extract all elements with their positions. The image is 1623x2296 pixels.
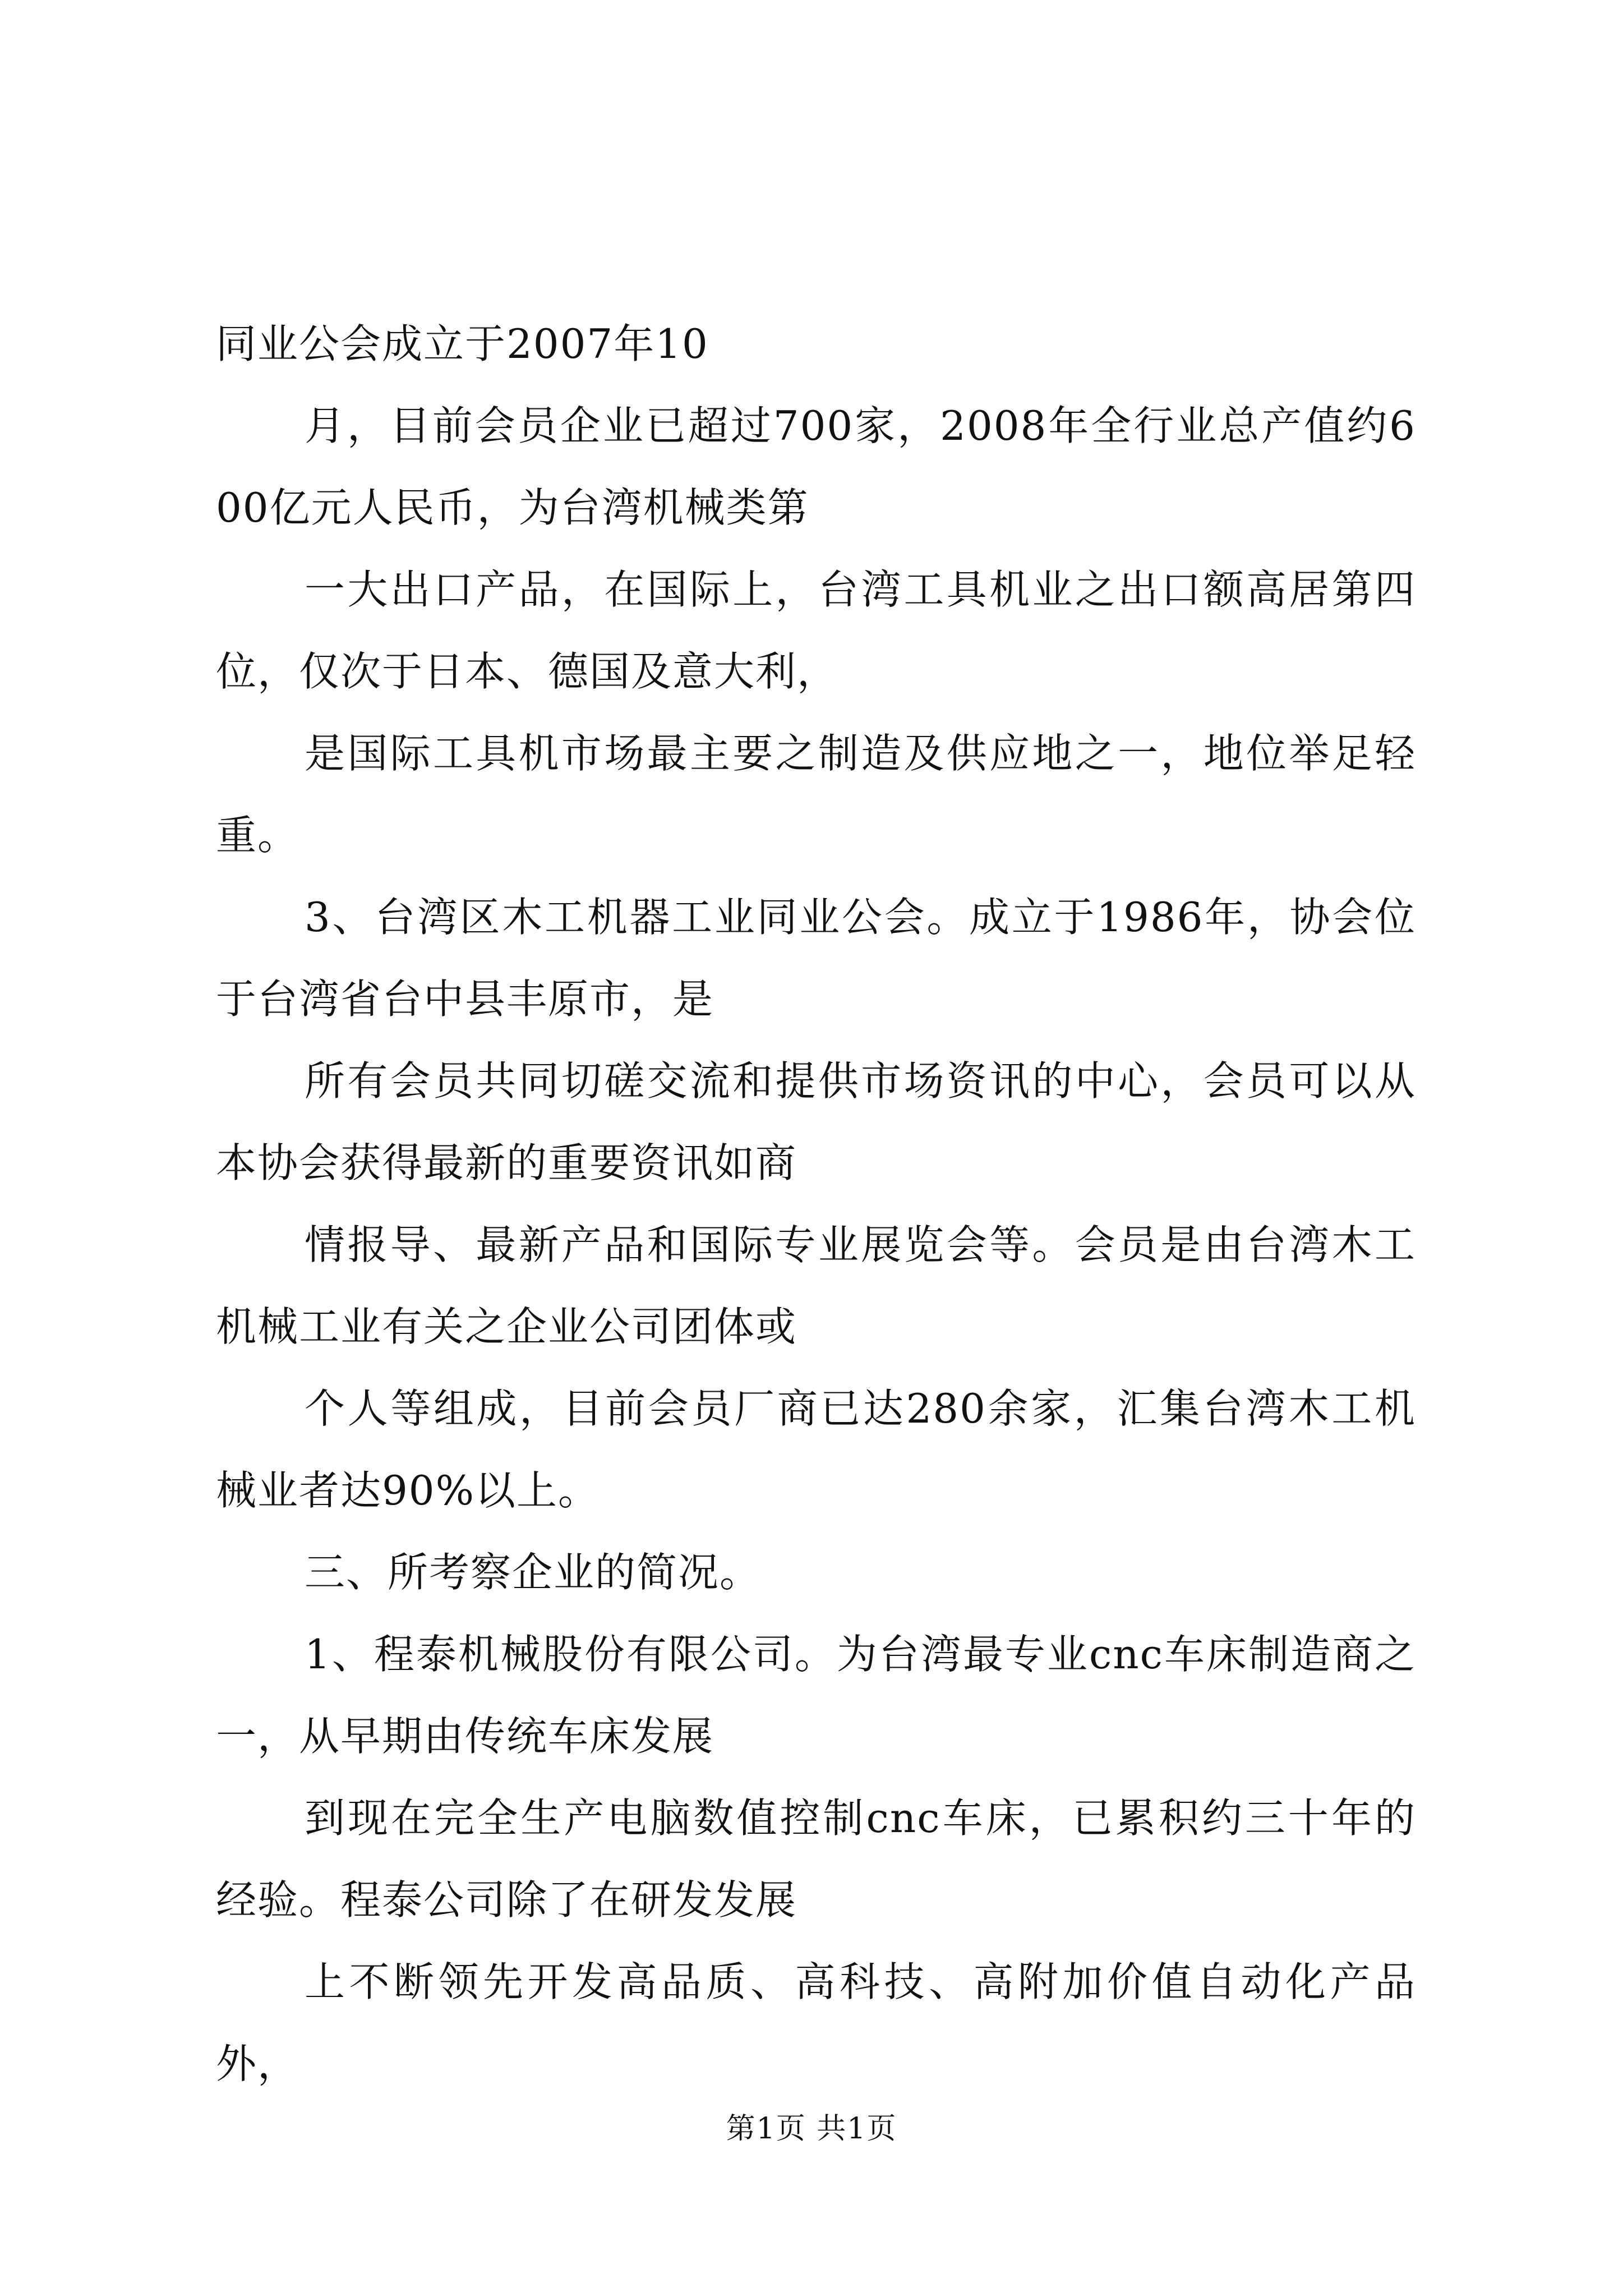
paragraph-11: 到现在完全生产电脑数值控制cnc车床，已累积约三十年的经验。程泰公司除了在研发发展 <box>216 1795 1416 1924</box>
paragraph-1: 同业公会成立于2007年10 <box>216 320 709 367</box>
paragraph-3: 一大出口产品，在国际上，台湾工具机业之出口额高居第四位，仅次于日本、德国及意大利， <box>216 566 1416 695</box>
document-body <box>216 303 1416 2105</box>
page-footer: 第1页 共1页 <box>726 2112 897 2146</box>
paragraph-12: 上不断领先开发高品质、高科技、高附加价值自动化产品外， <box>216 1958 1416 2087</box>
paragraph-8: 个人等组成，目前会员厂商已达280余家，汇集台湾木工机械业者达90%以上。 <box>216 1385 1416 1514</box>
paragraph-5: 3、台湾区木工机器工业同业公会。成立于1986年，协会位于台湾省台中县丰原市，是 <box>216 894 1416 1023</box>
paragraph-10: 1、程泰机械股份有限公司。为台湾最专业cnc车床制造商之一，从早期由传统车床发展 <box>216 1631 1416 1760</box>
paragraph-4: 是国际工具机市场最主要之制造及供应地之一，地位举足轻重。 <box>216 730 1416 859</box>
section-heading: 三、所考察企业的简况。 <box>305 1549 762 1596</box>
paragraph-2: 月，目前会员企业已超过700家，2008年全行业总产值约600亿元人民币，为台湾机械类第 <box>216 402 1416 531</box>
paragraph-6: 所有会员共同切磋交流和提供市场资讯的中心，会员可以从本协会获得最新的重要资讯如商 <box>216 1057 1416 1186</box>
paragraph-7: 情报导、最新产品和国际专业展览会等。会员是由台湾木工机械工业有关之企业公司团体或 <box>216 1221 1416 1350</box>
